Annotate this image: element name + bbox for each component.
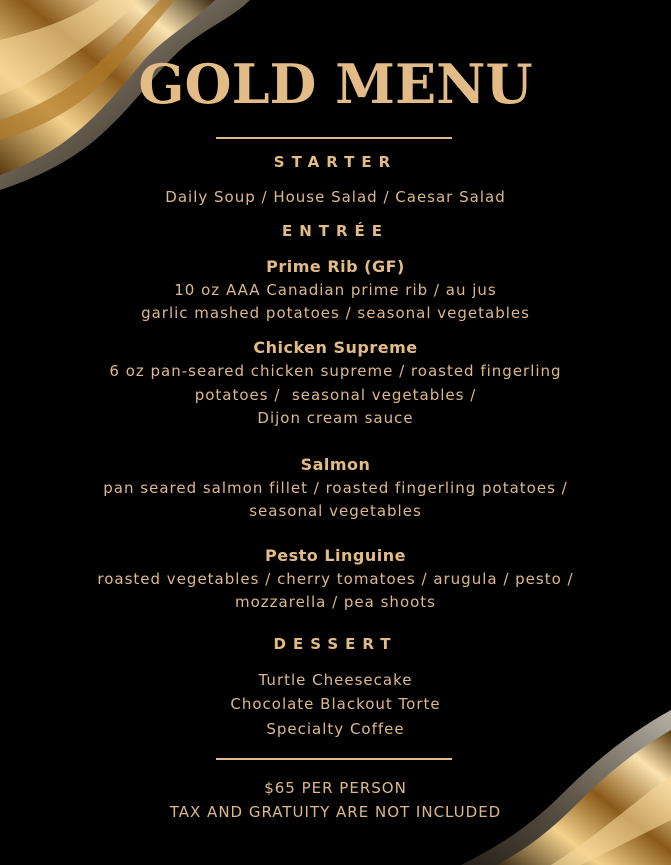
dish-name-prime-rib: Prime Rib (GF) [266,257,405,276]
dish-description-line: garlic mashed potatoes / seasonal vegetables [141,304,530,322]
dish-name-pesto-linguine: Pesto Linguine [265,546,406,565]
dish-description-line: seasonal vegetables [249,502,422,520]
section-heading-starter: STARTER [273,153,398,171]
divider-top [216,137,452,139]
dish-description-line: Dijon cream sauce [257,409,414,427]
dish-description-line: 6 oz pan-seared chicken supreme / roasted fingerling [109,362,562,380]
dessert-item: Specialty Coffee [266,720,405,738]
dish-name-salmon: Salmon [300,455,371,474]
menu-title: GOLD MENU [138,52,533,116]
dish-description-line: 10 oz AAA Canadian prime rib / au jus [174,281,497,299]
dessert-item: Chocolate Blackout Torte [230,695,441,713]
dish-name-chicken-supreme: Chicken Supreme [253,338,418,357]
tax-note: TAX AND GRATUITY ARE NOT INCLUDED [169,803,502,821]
dish-description-line: pan seared salmon fillet / roasted fingerling potatoes / [103,479,568,497]
dish-description-line: roasted vegetables / cherry tomatoes / arugula / pesto / [97,570,574,588]
dish-description-line: mozzarella / pea shoots [235,593,436,611]
dessert-item: Turtle Cheesecake [258,671,413,689]
dish-description-line: potatoes / seasonal vegetables / [194,386,477,404]
price-text: $65 PER PERSON [264,779,407,797]
section-heading-entree: ENTRÉE [281,222,390,240]
divider-bottom [216,758,452,760]
section-heading-dessert: DESSERT [273,635,398,653]
starter-items: Daily Soup / House Salad / Caesar Salad [165,188,506,206]
